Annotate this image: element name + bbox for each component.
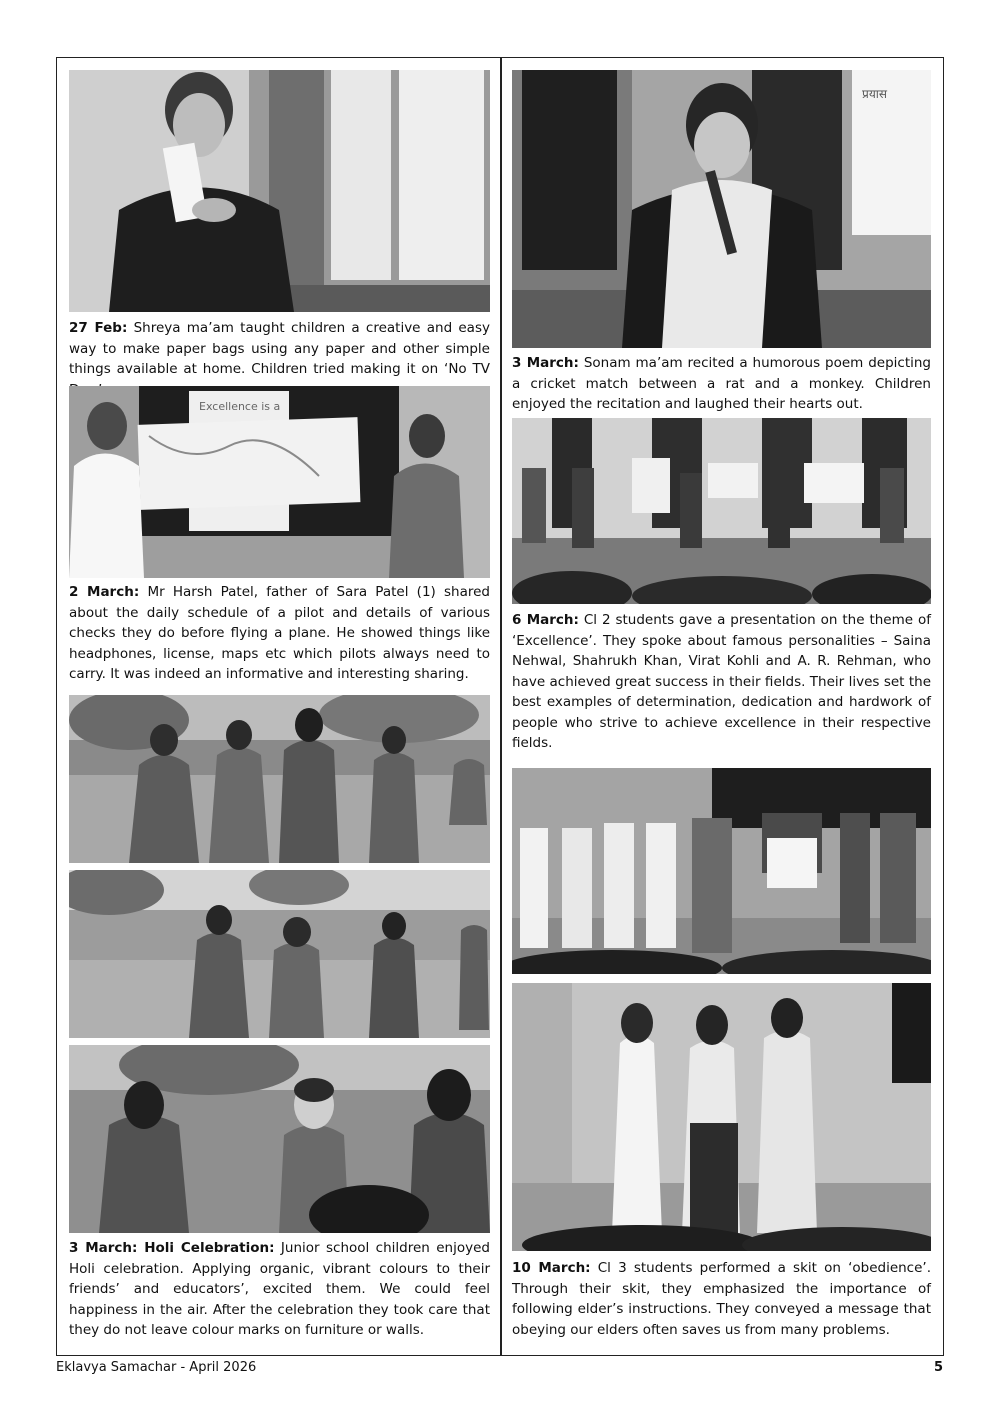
board-text: Excellence is a: [199, 400, 281, 413]
photo-skit-1: [512, 768, 931, 974]
caption-holi: 3 March: Holi Celebration: Junior school children enjoyed Holi celebration. Applying organic, vibrant colours to their friends’ and educators’, excited them. We could feel happiness in the air. After the celebration they took care that they do not leave colour marks on furniture or walls.: [69, 1240, 490, 1338]
photo-holi-3: [69, 1045, 490, 1233]
photo-pilot: [69, 386, 490, 578]
photo-excellence: [512, 418, 931, 604]
caption-pilot: 2 March: Mr Harsh Patel, father of Sara Patel (1) shared about the daily schedule of a pilot and details of various checks they do before flying a plane. He showed things like headphones, license, maps etc which pilots always need to carry. It was indeed an informative and interesting sharing.: [69, 584, 490, 682]
caption-poem: 3 March: Sonam ma’am recited a humorous poem depicting a cricket match between a rat and a monkey. Children enjoyed the recitation and laughed their hearts out.: [512, 355, 932, 412]
caption-paper-bags: 27 Feb: Shreya ma’am taught children a creative and easy way to make paper bags using any paper and other simple things available at home. Children tried making it on ‘No TV: [69, 320, 490, 377]
photo-poem: [512, 70, 931, 348]
page-number: 5: [934, 1360, 944, 1375]
photo-paper-bags: [69, 70, 490, 312]
photo-holi-2: [69, 870, 490, 1038]
footer-publication: Eklavya Samachar - April 2026: [56, 1360, 257, 1375]
column-divider: [500, 57, 502, 1356]
caption-excellence: 6 March: Cl 2 students gave a presentation on the theme of ‘Excellence’. They spoke about famous personalities – Saina Nehwal, Shahrukh Khan, Virat Kohli and A. R. Rehman, who have achieved great success in their fields. Their lives set the best examples of determination, dedication and hardwork of people who strive to achieve excellence in their respective fields.: [512, 612, 931, 751]
photo-skit-2: [512, 983, 931, 1251]
photo-holi-1: [69, 695, 490, 863]
wall-text: प्रयास: [862, 87, 888, 101]
caption-skit: 10 March: Cl 3 students performed a skit on ‘obedience’. Through their skit, they emphasized the importance of following elder’s instructions. They conveyed a message that obeying our elders often saves us from many problems.: [512, 1260, 931, 1338]
